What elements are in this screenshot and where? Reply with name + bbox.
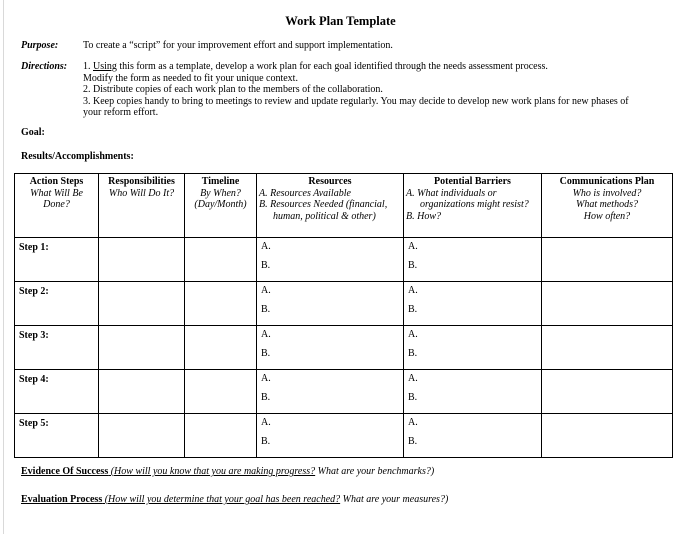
barriers-a-label: A. bbox=[408, 417, 418, 428]
barriers-a-label: A. bbox=[408, 329, 418, 340]
resources-a-label: A. bbox=[261, 241, 271, 252]
purpose-label: Purpose: bbox=[21, 40, 59, 51]
header-resources-line1: A. Resources Available bbox=[259, 187, 351, 199]
directions-line-2: Modify the form as needed to fit your unique context. bbox=[83, 72, 298, 84]
header-responsibilities-sub1: Who Will Do It? bbox=[108, 187, 175, 199]
timeline-cell[interactable] bbox=[185, 326, 257, 370]
results-label: Results/Accomplishments: bbox=[21, 151, 134, 162]
timeline-cell[interactable] bbox=[185, 238, 257, 282]
header-barriers-line2: organizations might resist? bbox=[420, 199, 529, 210]
header-responsibilities bbox=[99, 174, 185, 238]
barriers-cell[interactable] bbox=[404, 370, 542, 414]
purpose-text: To create a “script” for your improvement effort and support implementation. bbox=[83, 40, 393, 51]
barriers-b-label: B. bbox=[408, 348, 418, 359]
communications-cell[interactable] bbox=[542, 414, 673, 458]
resources-cell[interactable] bbox=[257, 370, 404, 414]
evidence-benchmarks: What are your benchmarks?) bbox=[315, 466, 435, 477]
resources-b-label: B. bbox=[261, 260, 271, 271]
barriers-cell[interactable] bbox=[404, 282, 542, 326]
header-action-steps bbox=[15, 174, 99, 238]
resources-a-label: A. bbox=[261, 373, 271, 384]
resources-a-label: A. bbox=[261, 285, 271, 296]
resources-cell[interactable] bbox=[257, 282, 404, 326]
header-resources-line3: human, political & other) bbox=[273, 210, 376, 222]
barriers-b-label: B. bbox=[408, 436, 418, 447]
barriers-a-label: A. bbox=[408, 373, 418, 384]
communications-cell[interactable] bbox=[542, 326, 673, 370]
directions-line-1-rest: this form as a template, develop a work plan for each goal identified through the needs assessment process. bbox=[116, 61, 548, 72]
header-timeline-sub2: (Day/Month) bbox=[194, 199, 247, 210]
header-communications-sub1: Who is involved? bbox=[572, 187, 642, 199]
barriers-cell[interactable] bbox=[404, 326, 542, 370]
responsibilities-cell[interactable] bbox=[99, 414, 185, 458]
evidence-label: Evidence Of Success bbox=[21, 466, 109, 477]
evaluation-process bbox=[21, 494, 448, 505]
timeline-cell[interactable] bbox=[185, 370, 257, 414]
header-action-sub2: Done? bbox=[43, 199, 70, 210]
header-communications-title: Communications Plan bbox=[559, 176, 655, 187]
directions-line-1-number: 1. bbox=[83, 61, 93, 72]
barriers-a-label: A. bbox=[408, 241, 418, 252]
step-label: Step 4: bbox=[15, 370, 99, 414]
table-row bbox=[15, 238, 673, 282]
header-resources-title: Resources bbox=[308, 176, 352, 187]
evaluation-question: (How will you determine that your goal has been reached? bbox=[102, 494, 341, 505]
table-row bbox=[15, 414, 673, 458]
header-timeline-title: Timeline bbox=[201, 176, 240, 187]
responsibilities-cell[interactable] bbox=[99, 238, 185, 282]
header-potential-barriers bbox=[404, 174, 542, 238]
resources-cell[interactable] bbox=[257, 238, 404, 282]
header-action-sub1: What Will Be bbox=[30, 187, 83, 199]
evaluation-label: Evaluation Process bbox=[21, 494, 103, 505]
step-label: Step 1: bbox=[15, 238, 99, 282]
directions-label: Directions: bbox=[21, 61, 68, 72]
header-responsibilities-title: Responsibilities bbox=[108, 176, 175, 187]
communications-cell[interactable] bbox=[542, 238, 673, 282]
responsibilities-cell[interactable] bbox=[99, 326, 185, 370]
resources-b-label: B. bbox=[261, 304, 271, 315]
header-barriers-line1: A. What individuals or bbox=[406, 187, 497, 199]
directions-line-4: 3. Keep copies handy to bring to meetings to review and update regularly. You may decide to develop new work plans for new phases of bbox=[83, 95, 629, 107]
header-timeline bbox=[185, 174, 257, 238]
communications-cell[interactable] bbox=[542, 370, 673, 414]
work-plan-table bbox=[14, 173, 673, 458]
responsibilities-cell[interactable] bbox=[99, 282, 185, 326]
header-timeline-sub1: By When? bbox=[200, 187, 241, 199]
table-row bbox=[15, 326, 673, 370]
step-label: Step 5: bbox=[15, 414, 99, 458]
goal-label: Goal: bbox=[21, 127, 45, 138]
resources-b-label: B. bbox=[261, 392, 271, 403]
table-row bbox=[15, 370, 673, 414]
table-row bbox=[15, 282, 673, 326]
resources-b-label: B. bbox=[261, 436, 271, 447]
barriers-b-label: B. bbox=[408, 260, 418, 271]
directions-text bbox=[83, 61, 629, 119]
header-resources-line2: B. Resources Needed (financial, bbox=[259, 199, 388, 210]
barriers-cell[interactable] bbox=[404, 238, 542, 282]
header-barriers-title: Potential Barriers bbox=[434, 176, 511, 187]
header-communications-sub3: How often? bbox=[583, 210, 631, 222]
header-barriers-line3: B. How? bbox=[406, 210, 441, 222]
page-edge-rule bbox=[3, 0, 4, 534]
step-label: Step 2: bbox=[15, 282, 99, 326]
barriers-b-label: B. bbox=[408, 392, 418, 403]
directions-line-3: 2. Distribute copies of each work plan to the members of the collaboration. bbox=[83, 84, 383, 95]
directions-line-1-using: Using bbox=[93, 61, 117, 72]
responsibilities-cell[interactable] bbox=[99, 370, 185, 414]
barriers-a-label: A. bbox=[408, 285, 418, 296]
header-resources bbox=[257, 174, 404, 238]
directions-line-5: your reform effort. bbox=[83, 107, 159, 118]
barriers-cell[interactable] bbox=[404, 414, 542, 458]
evaluation-measures: What are your measures?) bbox=[340, 494, 449, 505]
barriers-b-label: B. bbox=[408, 304, 418, 315]
communications-cell[interactable] bbox=[542, 282, 673, 326]
resources-cell[interactable] bbox=[257, 414, 404, 458]
resources-cell[interactable] bbox=[257, 326, 404, 370]
header-communications-sub2: What methods? bbox=[576, 199, 638, 210]
page-title: Work Plan Template bbox=[285, 14, 396, 28]
header-communications-plan bbox=[542, 174, 673, 238]
timeline-cell[interactable] bbox=[185, 282, 257, 326]
resources-b-label: B. bbox=[261, 348, 271, 359]
step-label: Step 3: bbox=[15, 326, 99, 370]
resources-a-label: A. bbox=[261, 417, 271, 428]
directions-line-1 bbox=[83, 61, 629, 73]
timeline-cell[interactable] bbox=[185, 414, 257, 458]
evidence-question: (How will you know that you are making progress? bbox=[108, 466, 316, 477]
header-action-title: Action Steps bbox=[29, 176, 84, 187]
resources-a-label: A. bbox=[261, 329, 271, 340]
evidence-of-success bbox=[21, 466, 434, 477]
table-header-row bbox=[15, 174, 673, 238]
